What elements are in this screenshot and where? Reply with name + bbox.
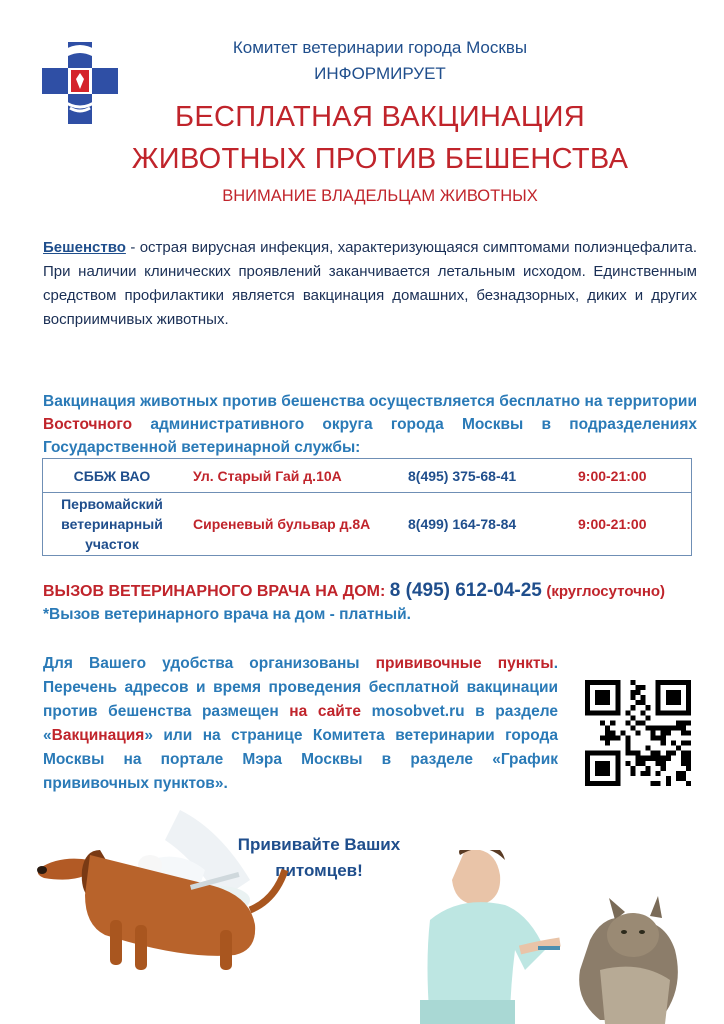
home-call-label: ВЫЗОВ ВЕТЕРИНАРНОГО ВРАЧА НА ДОМ: (43, 583, 386, 600)
qr-code-icon[interactable] (585, 680, 691, 786)
home-call-paid-note: *Вызов ветеринарного врача на дом - платный. (43, 606, 411, 623)
org-name: Комитет ветеринарии города Москвы (232, 38, 528, 57)
service-phone: 8(499) 164-78-84 (408, 516, 517, 532)
info-text-3: в разделе « (43, 703, 558, 744)
service-address: Ул. Старый Гай д.10А (193, 467, 342, 484)
vacc-text-1: Вакцинация животных против бешенства осуществляется бесплатно на территории (43, 393, 697, 410)
table-row (43, 493, 691, 555)
title-line-1: БЕСПЛАТНАЯ ВАКЦИНАЦИЯ (174, 101, 585, 133)
intro-text: - острая вирусная инфекция, характеризующаяся симптомами полиэнцефалита. При наличии клинических проявлений заканчивается летальным исходом. Единственным средством профилактики является вакцинация домашних, безнадзорных, диких и других восприимчивых животных. (43, 239, 697, 328)
dachshund-photo (30, 800, 290, 980)
services-table (42, 458, 692, 556)
home-call-note: (круглосуточно) (546, 583, 666, 600)
info-text-4: » или на странице Комитета ветеринарии города Москвы на портале Мэра Москвы в разделе «График прививочных пунктов». (43, 727, 558, 792)
service-name: Первомайский ветеринарный участок (61, 496, 163, 552)
info-text-1: Для Вашего удобства организованы (43, 655, 376, 672)
section-name: Вакцинация (51, 727, 145, 744)
informs-label: ИНФОРМИРУЕТ (314, 64, 446, 83)
home-call-line (43, 580, 723, 602)
vet-with-cat-photo (420, 850, 710, 1024)
rabies-term: Бешенство (43, 239, 126, 256)
info-text-2: . Перечень адресов и время проведения бесплатной вакцинации против бешенства размещен (43, 655, 558, 720)
service-address: Сиреневый бульвар д.8А (193, 516, 371, 532)
site-link[interactable]: mosobvet.ru (371, 703, 465, 720)
vaccination-points: прививочные пункты (375, 655, 554, 672)
title-line-2: ЖИВОТНЫХ ПРОТИВ БЕШЕНСТВА (131, 143, 629, 175)
service-hours: 9:00-21:00 (578, 516, 647, 532)
on-site-label: на сайте (289, 703, 362, 720)
subtitle: ВНИМАНИЕ ВЛАДЕЛЬЦАМ ЖИВОТНЫХ (222, 187, 538, 205)
table-row (43, 459, 691, 493)
service-phone: 8(495) 375-68-41 (408, 467, 517, 484)
district-name: Восточного (43, 416, 133, 433)
intro-paragraph (43, 236, 697, 332)
vacc-text-2: административного округа города Москвы в подразделениях Государственной ветеринарной службы: (43, 416, 697, 456)
vaccination-paragraph (43, 390, 697, 459)
service-hours: 9:00-21:00 (578, 467, 647, 484)
appeal-text: Прививайте Ваших питомцев! (237, 835, 401, 880)
home-call-phone[interactable]: 8 (495) 612-04-25 (389, 580, 542, 601)
info-paragraph (43, 652, 558, 796)
service-name: СББЖ ВАО (73, 467, 151, 484)
